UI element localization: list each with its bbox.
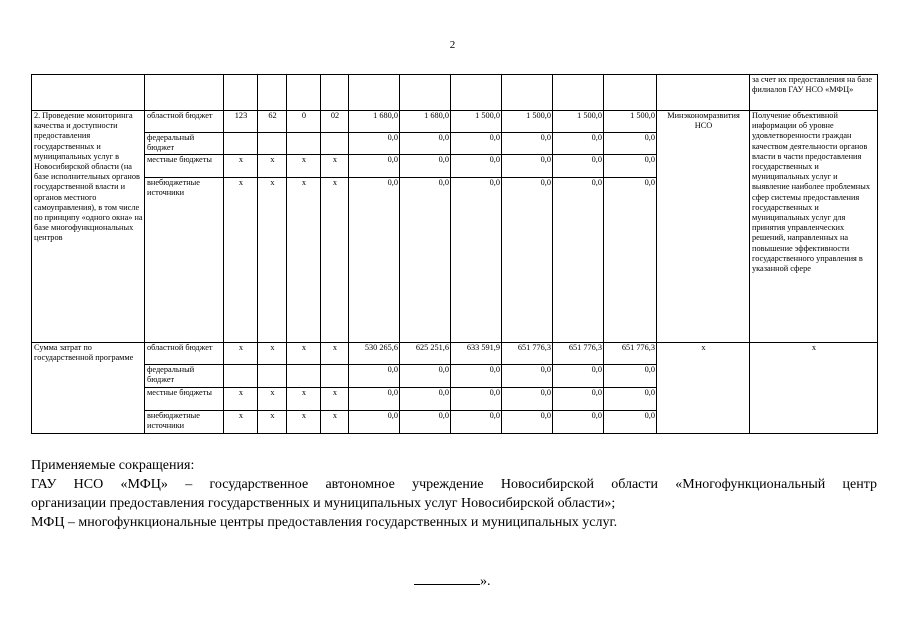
value-cell: 0,0 (604, 178, 657, 343)
code-cell: х (287, 343, 321, 365)
value-cell: 0,0 (604, 133, 657, 155)
code-cell (224, 365, 258, 388)
program-table (31, 74, 878, 434)
value-cell: 0,0 (451, 178, 502, 343)
value-cell: 0,0 (349, 133, 400, 155)
source-cell: областной бюджет (145, 111, 224, 133)
closing-quote: ». (480, 574, 491, 589)
value-cell: 0,0 (502, 365, 553, 388)
value-cell: 0,0 (604, 388, 657, 411)
abbreviation-gau-line2: организации предоставления государственных и муниципальных услуг Новосибирской области»; (31, 496, 616, 511)
value-cell: 0,0 (502, 133, 553, 155)
result-cell: за счет их предоставления на базе филиалов ГАУ НСО «МФЦ» (750, 75, 878, 111)
value-cell: 1 680,0 (349, 111, 400, 133)
total-name-cell: Сумма затрат по государственной программе (32, 343, 145, 434)
code-cell: х (287, 155, 321, 178)
code-cell: 123 (224, 111, 258, 133)
value-cell: 0,0 (451, 155, 502, 178)
value-cell: 1 500,0 (604, 111, 657, 133)
result-cell: х (750, 343, 878, 434)
source-cell: внебюджетные источники (145, 411, 224, 434)
value-cell: 0,0 (604, 365, 657, 388)
value-cell: 0,0 (553, 365, 604, 388)
value-cell: 0,0 (451, 388, 502, 411)
value-cell: 0,0 (400, 388, 451, 411)
source-cell: областной бюджет (145, 343, 224, 365)
value-cell: 1 500,0 (553, 111, 604, 133)
code-cell (321, 365, 349, 388)
result-cell: Получение объективной информации об уровне удовлетворенности граждан качеством деятельности органов власти в части предоставления государственных и муниципальных услуг и выявление наиболее проблемных сфер системы предоставления государственных и муниципальных услуг для принятия управленческих решений, направленных на повышение эффективности государственного управления в указанной сфере (750, 111, 878, 343)
executor-cell: Минэкономразвития НСО (657, 111, 750, 343)
code-cell: х (258, 411, 287, 434)
code-cell: х (321, 343, 349, 365)
value-cell: 530 265,6 (349, 343, 400, 365)
value-cell: 1 500,0 (451, 111, 502, 133)
page-number: 2 (449, 39, 456, 51)
source-cell: внебюджетные источники (145, 178, 224, 343)
value-cell: 0,0 (400, 133, 451, 155)
code-cell: х (258, 388, 287, 411)
value-cell: 1 500,0 (502, 111, 553, 133)
table-row (32, 111, 878, 133)
value-cell: 0,0 (349, 388, 400, 411)
code-cell: х (224, 155, 258, 178)
table-row (32, 343, 878, 365)
code-cell: х (224, 343, 258, 365)
value-cell: 0,0 (502, 411, 553, 434)
code-cell: х (258, 155, 287, 178)
value-cell: 0,0 (349, 365, 400, 388)
closing-mark (414, 572, 491, 590)
value-cell: 0,0 (553, 133, 604, 155)
value-cell: 0,0 (553, 155, 604, 178)
value-cell: 0,0 (400, 155, 451, 178)
value-cell: 0,0 (349, 178, 400, 343)
value-cell: 0,0 (400, 178, 451, 343)
value-cell: 0,0 (502, 178, 553, 343)
value-cell: 0,0 (451, 411, 502, 434)
code-cell (258, 133, 287, 155)
signature-blank-line (414, 572, 480, 585)
code-cell: 62 (258, 111, 287, 133)
value-cell: 0,0 (502, 388, 553, 411)
abbreviation-gau-line1: ГАУ НСО «МФЦ» – государственное автономное учреждение Новосибирской области «Многофункциональный центр (31, 477, 877, 492)
value-cell: 0,0 (502, 155, 553, 178)
executor-cell: х (657, 343, 750, 434)
abbreviation-mfc: МФЦ – многофункциональные центры предоставления государственных и муниципальных услуг. (31, 515, 618, 530)
code-cell: 02 (321, 111, 349, 133)
value-cell: 625 251,6 (400, 343, 451, 365)
code-cell (321, 133, 349, 155)
code-cell: х (258, 343, 287, 365)
value-cell: 0,0 (451, 365, 502, 388)
code-cell: х (321, 411, 349, 434)
abbreviations-heading: Применяемые сокращения: (31, 458, 195, 473)
value-cell: 0,0 (400, 365, 451, 388)
value-cell: 633 591,9 (451, 343, 502, 365)
value-cell: 0,0 (400, 411, 451, 434)
value-cell: 651 776,3 (553, 343, 604, 365)
abbreviations-block (31, 456, 877, 532)
source-cell: федеральный бюджет (145, 133, 224, 155)
code-cell (287, 365, 321, 388)
code-cell: 0 (287, 111, 321, 133)
value-cell: 1 680,0 (400, 111, 451, 133)
code-cell (224, 133, 258, 155)
value-cell: 0,0 (349, 411, 400, 434)
value-cell: 0,0 (451, 133, 502, 155)
value-cell: 651 776,3 (502, 343, 553, 365)
code-cell: х (224, 178, 258, 343)
code-cell: х (287, 411, 321, 434)
source-cell: федеральный бюджет (145, 365, 224, 388)
source-cell: местные бюджеты (145, 155, 224, 178)
value-cell: 0,0 (553, 178, 604, 343)
code-cell: х (321, 178, 349, 343)
code-cell (258, 365, 287, 388)
activity-name-cell: 2. Проведение мониторинга качества и доступности предоставления государственных и муниципальных услуг в Новосибирской области (на базе исполнительных органов государственной власти и органов местного самоуправления), в том числе по принципу «одного окна» на базе многофункциональных центров (32, 111, 145, 343)
code-cell: х (258, 178, 287, 343)
value-cell: 0,0 (604, 155, 657, 178)
source-cell: местные бюджеты (145, 388, 224, 411)
code-cell: х (287, 178, 321, 343)
code-cell: х (321, 155, 349, 178)
code-cell: х (224, 411, 258, 434)
code-cell (287, 133, 321, 155)
code-cell: х (321, 388, 349, 411)
code-cell: х (224, 388, 258, 411)
value-cell: 651 776,3 (604, 343, 657, 365)
code-cell: х (287, 388, 321, 411)
value-cell: 0,0 (553, 411, 604, 434)
table-row (32, 75, 878, 111)
value-cell: 0,0 (349, 155, 400, 178)
value-cell: 0,0 (604, 411, 657, 434)
value-cell: 0,0 (553, 388, 604, 411)
